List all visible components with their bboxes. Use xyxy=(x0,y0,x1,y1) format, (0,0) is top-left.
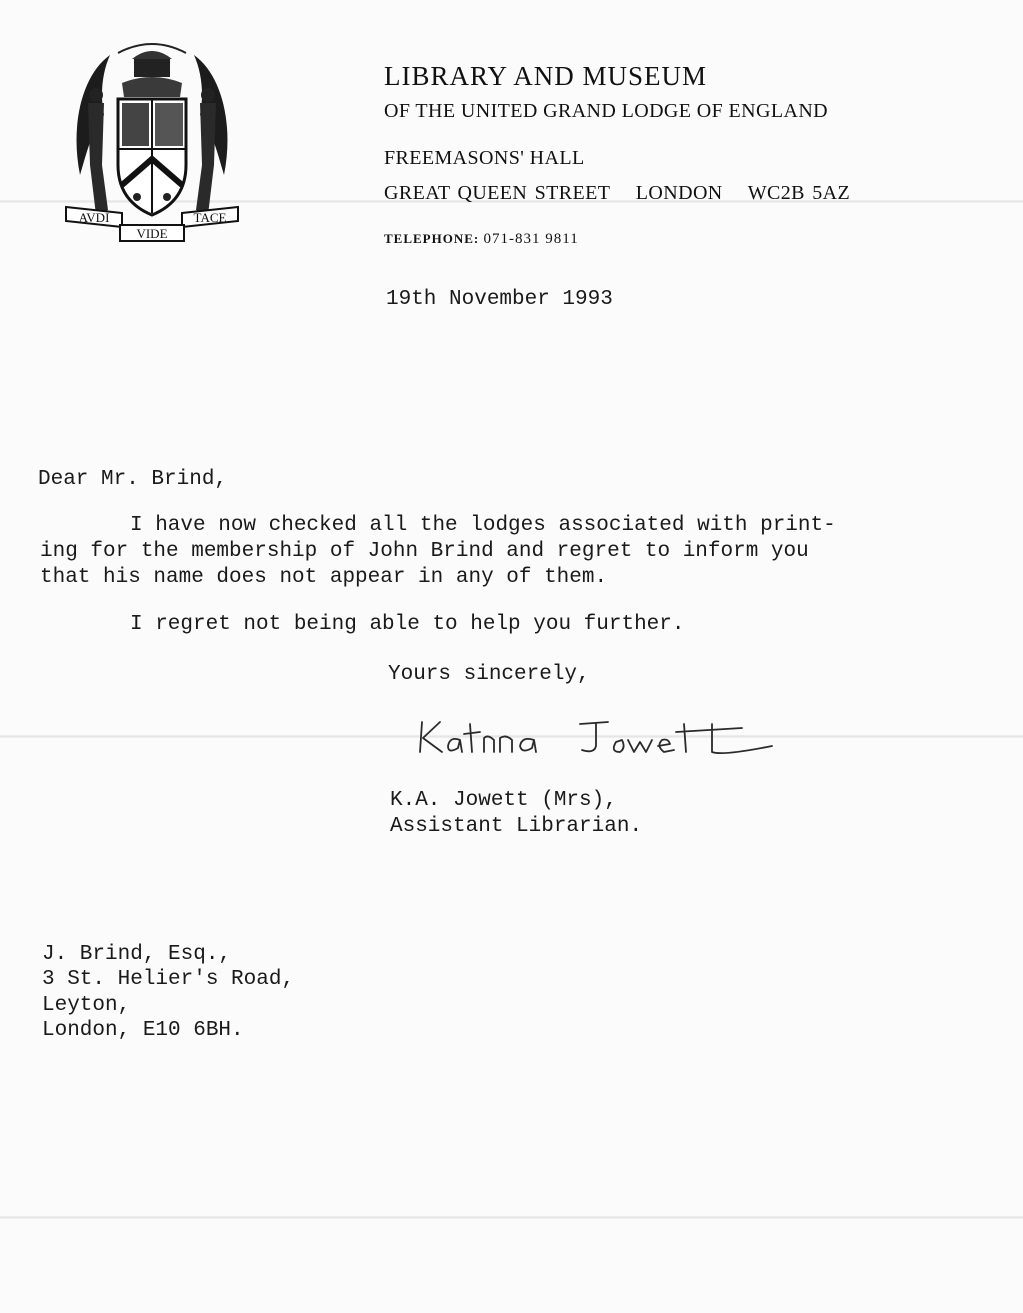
signatory-name: K.A. Jowett (Mrs), xyxy=(390,789,617,812)
letterhead-telephone xyxy=(384,231,579,248)
recipient-line: Leyton, xyxy=(42,994,131,1017)
letter-date: 19th November 1993 xyxy=(386,288,613,311)
paragraph1-line: I have now checked all the lodges associated with print- xyxy=(130,514,836,537)
paragraph1-line: ing for the membership of John Brind and regret to inform you xyxy=(40,540,809,563)
crest-logo xyxy=(62,35,242,250)
recipient-line: J. Brind, Esq., xyxy=(42,943,232,966)
handwritten-signature xyxy=(412,712,792,760)
letterhead-building: FREEMASONS' HALL xyxy=(384,147,585,169)
closing: Yours sincerely, xyxy=(388,663,590,686)
telephone-label: TELEPHONE: xyxy=(384,231,480,246)
recipient-line: 3 St. Helier's Road, xyxy=(42,968,295,991)
letterhead-city: LONDON xyxy=(635,182,723,204)
crest-motto-center: VIDE xyxy=(136,226,168,241)
letterhead-subtitle: OF THE UNITED GRAND LODGE OF ENGLAND xyxy=(384,100,828,122)
paragraph2: I regret not being able to help you further. xyxy=(130,613,685,636)
recipient-line: London, E10 6BH. xyxy=(42,1019,244,1042)
telephone-number: 071-831 9811 xyxy=(483,231,579,247)
paragraph1-line: that his name does not appear in any of them. xyxy=(40,566,608,589)
crest-motto-left: AVDI xyxy=(78,210,110,225)
crest-motto-right: TACE xyxy=(193,210,227,225)
letterhead-postcode: WC2B 5AZ xyxy=(747,182,851,204)
signatory-title: Assistant Librarian. xyxy=(390,815,643,838)
letterhead-street: GREAT QUEEN STREET xyxy=(384,182,611,204)
salutation: Dear Mr. Brind, xyxy=(38,468,228,491)
letterhead-address xyxy=(384,182,850,205)
letterhead-title: LIBRARY AND MUSEUM xyxy=(384,61,708,91)
paper-fold xyxy=(0,1216,1023,1219)
